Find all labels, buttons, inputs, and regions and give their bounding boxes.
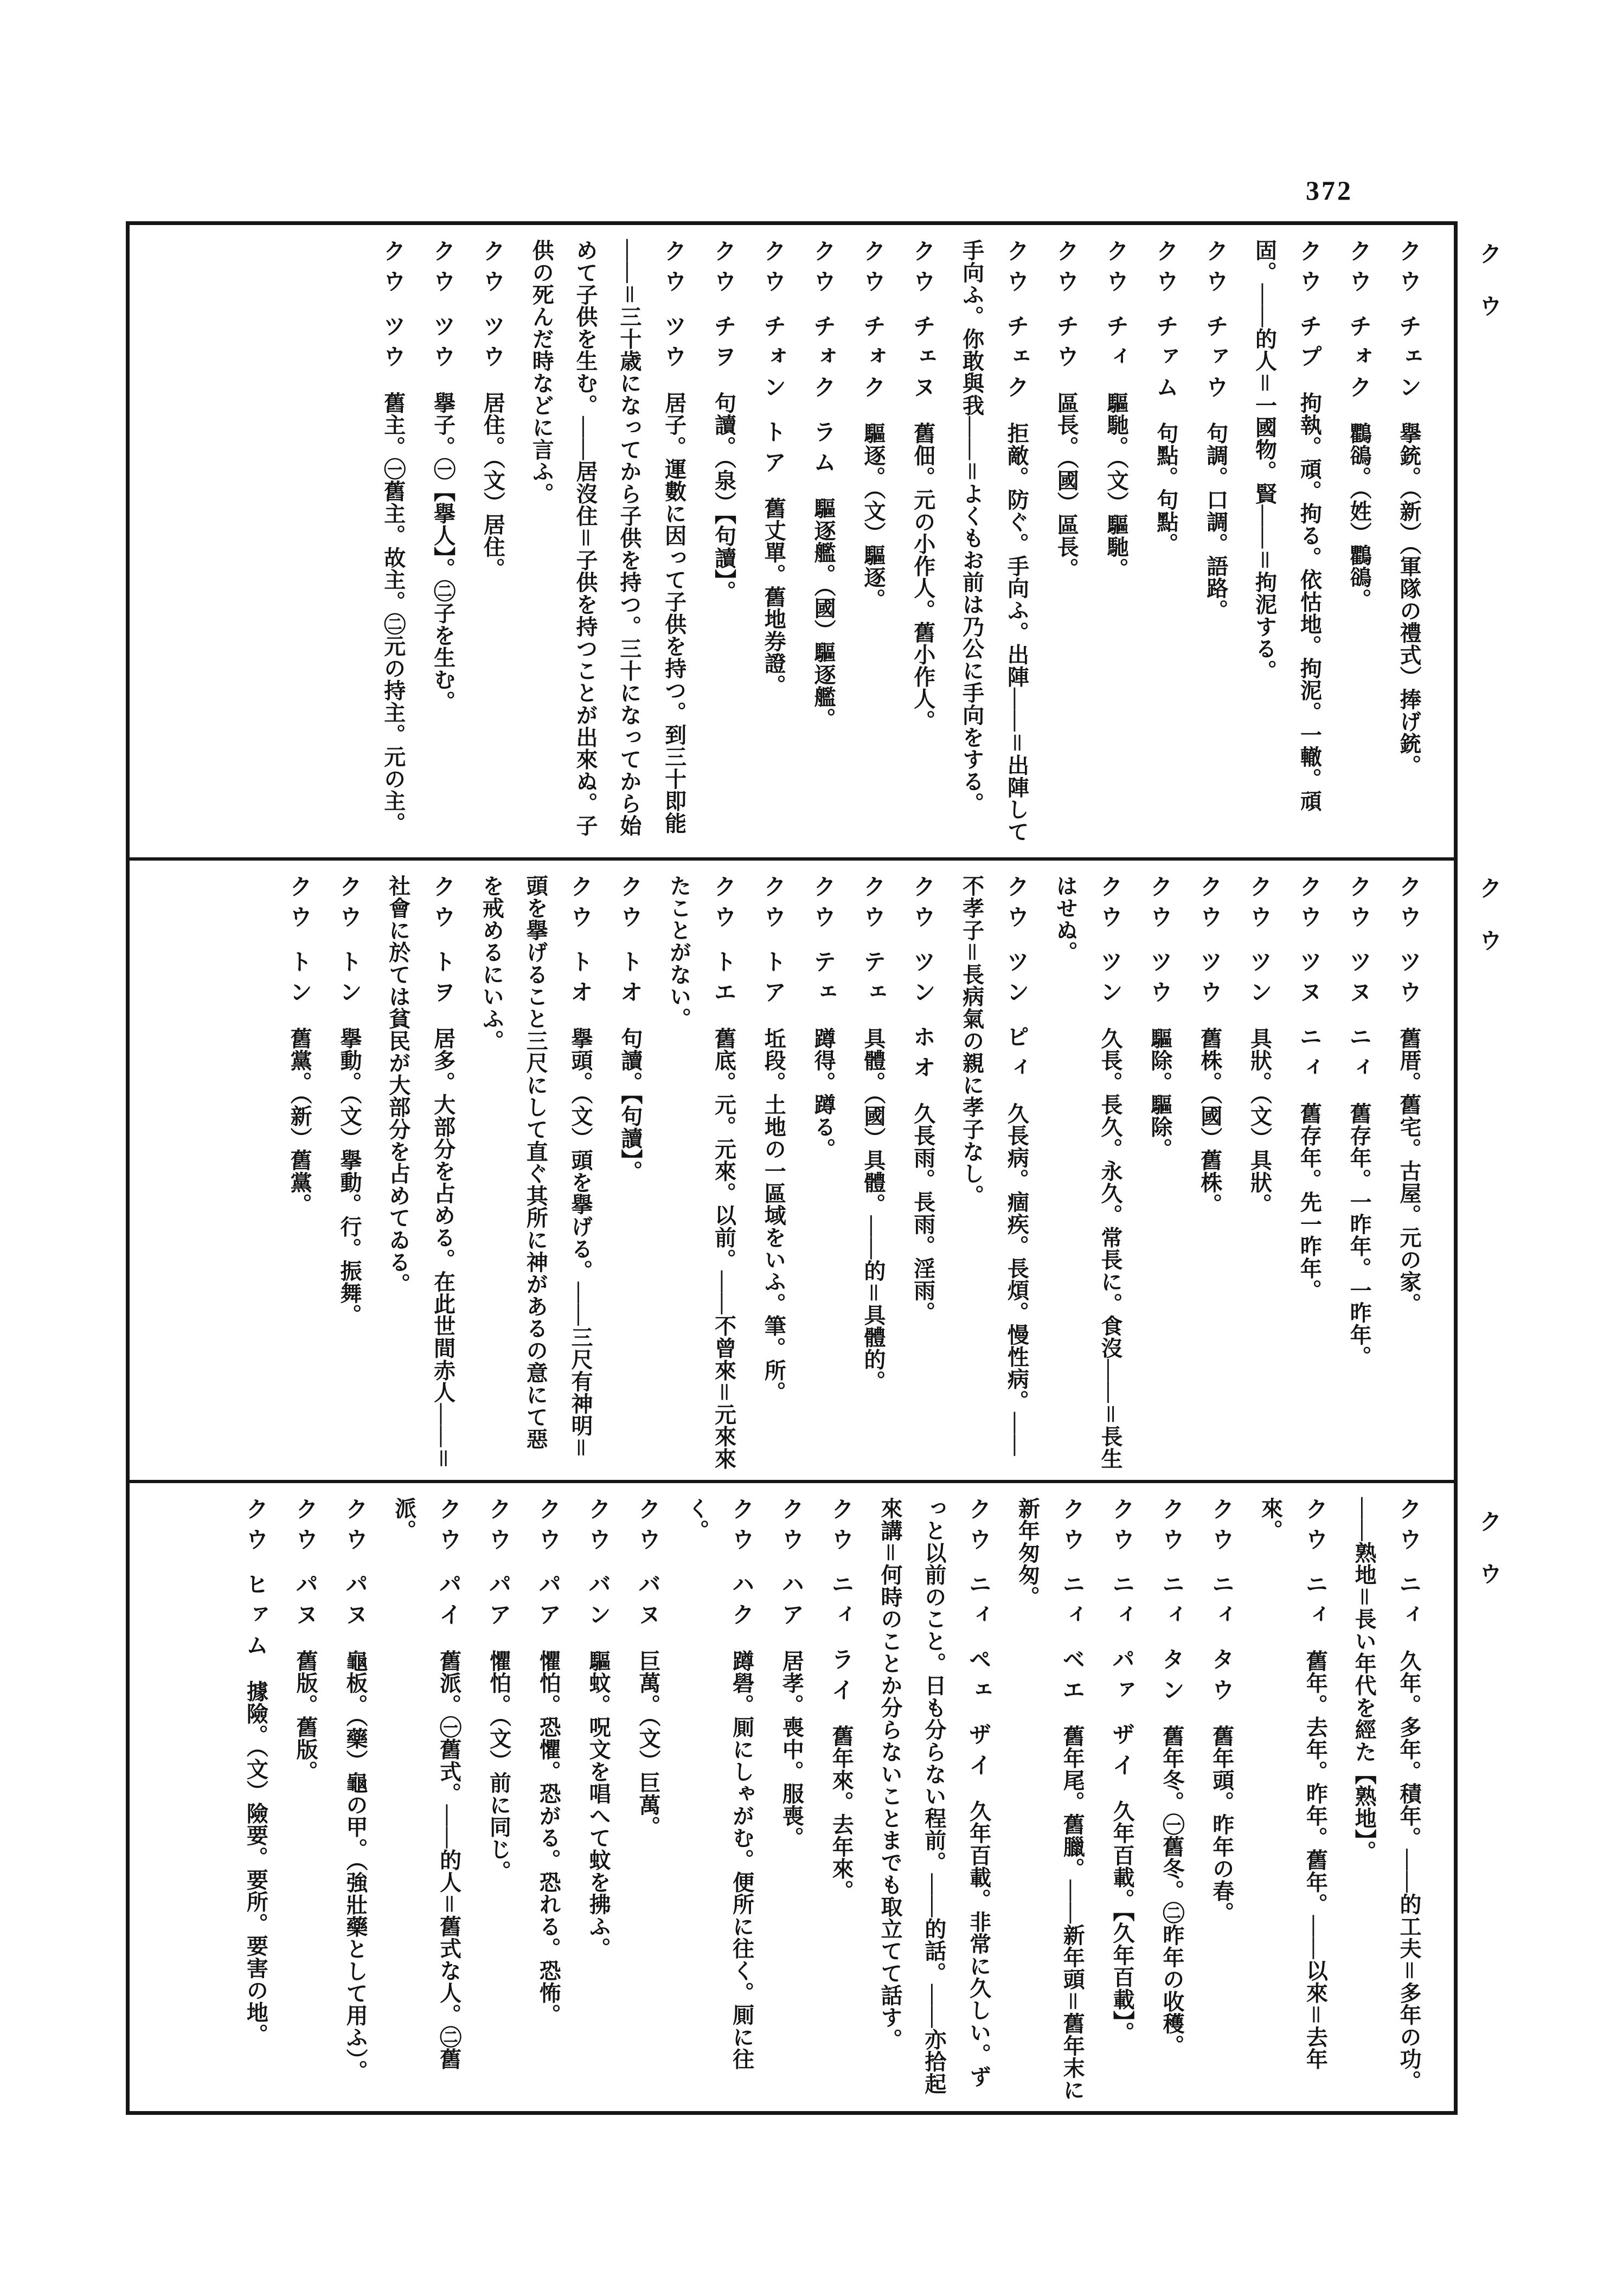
dictionary-entry: [800, 239, 846, 849]
entry-headword: クウ ツン: [1098, 875, 1124, 1011]
entry-headword: クウ ツウ: [1396, 875, 1422, 1011]
entry-definition: 舊佃。元の小作人。舊小作人。: [910, 422, 935, 732]
entry-definition: 舊主。㊀舊主。故主。㊁元の持主。元の主。: [381, 392, 406, 835]
entry-headword: クウ トエ: [711, 875, 737, 1011]
entry-definition: 居子。運數に因って子供を持つ。到三十即能――＝三十歳になってから子供を持つ。三十になってから始めて子供を生む。――居沒住＝子供を持つことが出來ぬ。子供の死んだ時などに言ふ。: [529, 239, 687, 837]
entry-definition: 句調。口調。語路。: [1203, 422, 1228, 621]
dictionary-entry: [470, 875, 603, 1471]
dictionary-entry: [850, 875, 896, 1471]
entry-definition: 久年。多年。積年。――的工夫＝多年の功。――熟地＝長い年代を經た【熟地】。: [1352, 1497, 1421, 2093]
entry-definition: 拘執。頑。拘る。依怙地。拘泥。一轍。頑固。――的人＝一國物。賢――＝拘泥する。: [1252, 239, 1322, 812]
entry-headword: クウ テェ: [860, 875, 886, 1011]
entry-definition: 舊年。去年。昨年。舊年。――以來＝去年來。: [1258, 1497, 1328, 2070]
entry-headword: クウ トン: [287, 875, 313, 1011]
entry-definition: 驅蚊。呪文を唱へて蚊を拂ふ。: [586, 1650, 611, 1960]
entry-headword: クウ ハア: [779, 1497, 805, 1634]
entry-definition: 居孝。喪中。服喪。: [779, 1650, 804, 1849]
entry-definition: 久長。長久。永久。常長に。食沒――＝長生はせぬ。: [1053, 875, 1123, 1470]
dictionary-entry: [750, 875, 796, 1471]
entry-headword: クウ ツウ: [430, 239, 456, 376]
dictionary-entry: [1248, 1497, 1338, 2102]
entry-definition: 舊年尾。舊臘。――新年頭＝舊年末に新年匆匆。: [1015, 1497, 1085, 2101]
dictionary-entry: [1137, 875, 1183, 1471]
entry-headword: クウ テェ: [811, 875, 837, 1011]
dictionary-entry: [1336, 239, 1382, 849]
dictionary-entry: [1236, 875, 1282, 1471]
entry-headword: クウ チォク: [860, 239, 886, 406]
entry-definition: 居多。大部分を占める。在此世間赤人――＝社會に於ては貧民が大部分を占めてゐる。: [386, 875, 456, 1470]
dictionary-entry: [950, 875, 1040, 1471]
entry-definition: 驅逐艦。（國）驅逐艦。: [811, 497, 836, 730]
dictionary-entry: [332, 1497, 378, 2102]
entry-headword: クウ チプ: [1297, 239, 1323, 376]
entry-headword: クウ ニィ ライ: [829, 1497, 855, 1709]
entry-definition: 句點。句點。: [1153, 422, 1178, 555]
dictionary-entry: [900, 875, 946, 1471]
entry-definition: 舊底。元。元來。以前。――不曾來＝元來來たことがない。: [666, 875, 736, 1470]
band: [130, 857, 1454, 1480]
dictionary-entry: [326, 875, 372, 1471]
dictionary-entry: [282, 1497, 328, 2102]
dictionary-entry: [519, 239, 696, 849]
entry-definition: 驅逐。（文）驅逐。: [861, 422, 886, 611]
entry-headword: クウ トン: [336, 875, 362, 1011]
dictionary-entry: [868, 1497, 1001, 2102]
entry-headword: クウ チウ: [1054, 239, 1080, 376]
dictionary-entry: [1093, 239, 1139, 849]
dictionary-entry: [1242, 239, 1332, 849]
dictionary-entry: [376, 875, 466, 1471]
entry-headword: クウ チォク ラム: [811, 239, 837, 481]
entry-headword: クウ ツウ: [1197, 875, 1223, 1011]
entry-headword: クウ ニィ ベエ: [1060, 1497, 1086, 1709]
dictionary-entry: [1385, 239, 1432, 849]
entry-definition: 舊存年。一昨年。一昨年。: [1347, 1102, 1372, 1368]
dictionary-entry: [1342, 1497, 1432, 2102]
page-number: 372: [1306, 175, 1353, 206]
entry-headword: クウ ツン: [1247, 875, 1273, 1011]
dictionary-entry: [900, 239, 946, 849]
entry-definition: 擧頭。（文）頭を擧げる。――三尺有神明＝頭を擧げること三尺にして直ぐ其所に神があるの意にて惡を戒めるにいふ。: [479, 875, 593, 1459]
entry-definition: 龜板。（藥）龜の甲。（強壯藥として用ふ）。: [343, 1650, 368, 2082]
entry-definition: 舊年冬。㊀舊冬。㊁昨年の收穫。: [1159, 1724, 1184, 2057]
entry-definition: 舊版。舊版。: [293, 1650, 318, 1782]
content-frame: [126, 221, 1458, 2115]
entry-definition: 巨萬。（文）巨萬。: [636, 1650, 660, 1838]
entry-headword: クウ ニィ パァ ザイ: [1109, 1497, 1136, 1784]
entry-headword: クウ ツウ: [1147, 875, 1173, 1011]
entry-definition: 驅除。驅除。: [1147, 1027, 1172, 1160]
dictionary-entry: [276, 875, 322, 1471]
entry-headword: クウ チェヌ: [910, 239, 936, 406]
entry-headword: クウ ツン ピィ: [1004, 875, 1030, 1086]
dictionary-entry: [1099, 1497, 1145, 2102]
entry-definition: 舊年頭。昨年の春。: [1209, 1724, 1234, 1924]
dictionary-entry: [1286, 875, 1332, 1471]
margin-guide-label: クウ: [1477, 1510, 1502, 1615]
entry-headword: クウ パア: [536, 1497, 562, 1634]
entry-definition: 擧動。（文）擧動。行。振舞。: [337, 1027, 362, 1326]
entry-definition: 句讀。（泉）【句讀】。: [711, 392, 736, 602]
dictionary-entry: [1192, 239, 1239, 849]
dictionary-entry: [370, 239, 416, 849]
entry-headword: クウ トヲ: [430, 875, 456, 1011]
dictionary-entry: [657, 875, 747, 1471]
entry-headword: クウ チェク: [1004, 239, 1030, 406]
entry-definition: 舊株。（國）舊株。: [1197, 1027, 1222, 1216]
dictionary-entry: [818, 1497, 864, 2102]
entry-definition: 懼怕。恐懼。恐がる。恐れる。恐怖。: [536, 1650, 561, 2026]
dictionary-entry: [470, 239, 516, 849]
entry-definition: 具體。（國）具體。――的＝具體的。: [861, 1027, 886, 1393]
entry-headword: クウ ツウ: [480, 239, 506, 376]
dictionary-entry: [233, 1497, 279, 2102]
entry-headword: クウ トア: [761, 875, 787, 1011]
entry-headword: クウ ツヌ ニィ: [1346, 875, 1372, 1086]
entry-definition: 舊派。㊀舊式。――的人＝舊式な人。㊁舊派。: [392, 1497, 461, 2070]
entry-headword: クウ チィ: [1104, 239, 1130, 376]
entry-definition: 區長。（國）區長。: [1054, 392, 1079, 580]
entry-definition: 久年百載。【久年百載】。: [1110, 1800, 1135, 2044]
dictionary-entry: [607, 875, 653, 1471]
entry-headword: クウ パヌ: [293, 1497, 319, 1634]
entry-headword: クウ トオ: [568, 875, 594, 1011]
dictionary-entry: [1336, 875, 1382, 1471]
entry-headword: クウ パヌ: [343, 1497, 368, 1634]
entry-definition: 坵段。土地の一區域をいふ。筆。所。: [761, 1027, 786, 1403]
entry-headword: クウ ニィ: [1303, 1497, 1329, 1634]
entry-headword: クウ ヒァム: [243, 1497, 269, 1664]
entry-definition: 句讀。【句讀】。: [618, 1027, 643, 1183]
band: [130, 1480, 1454, 2111]
entry-definition: 舊黨。（新）舊黨。: [287, 1027, 312, 1216]
entry-headword: クウ トオ: [617, 875, 643, 1011]
entry-definition: 擧子。㊀【擧人】。㊁子を生む。: [431, 392, 456, 713]
entry-headword: クウ チェン: [1396, 239, 1422, 406]
entry-headword: クウ パア: [486, 1497, 512, 1634]
dictionary-entry: [1186, 875, 1233, 1471]
entry-definition: 據險。（文）險要。要所。要害の地。: [243, 1680, 268, 2045]
dictionary-entry: [382, 1497, 472, 2102]
entry-headword: クウ ツン ホオ: [910, 875, 936, 1086]
dictionary-entry: [768, 1497, 814, 2102]
dictionary-entry: [1005, 1497, 1095, 2102]
entry-headword: クウ ニィ タウ: [1209, 1497, 1235, 1709]
entry-definition: 懼怕。（文）前に同じ。: [486, 1650, 511, 1882]
entry-headword: クウ バヌ: [635, 1497, 661, 1634]
entry-definition: 久長雨。長雨。淫雨。: [910, 1102, 935, 1324]
dictionary-entry: [575, 1497, 621, 2102]
entry-headword: クウ ニィ タン: [1159, 1497, 1185, 1709]
entry-definition: 久年百載。非常に久しい。ずっと以前のこと。日も分らない程前。――的話。――亦拾起來講＝何時のことか分らないことまでも取立てて話す。: [878, 1497, 991, 2095]
entry-headword: クウ チォン トア: [761, 239, 787, 481]
dictionary-entry: [850, 239, 896, 849]
dictionary-entry: [1385, 875, 1432, 1471]
dictionary-entry: [1043, 239, 1089, 849]
entry-definition: 舊丈單。舊地券證。: [761, 497, 786, 697]
dictionary-entry: [420, 239, 466, 849]
dictionary-entry: [1043, 875, 1133, 1471]
dictionary-entry: [1149, 1497, 1195, 2102]
margin-guide-label: クウ: [1477, 876, 1502, 982]
band: [130, 225, 1454, 857]
dictionary-entry: [525, 1497, 571, 2102]
entry-headword: クウ ニィ: [1396, 1497, 1422, 1634]
dictionary-entry: [675, 1497, 765, 2102]
dictionary-entry: [950, 239, 1040, 849]
entry-definition: 蹲得。蹲る。: [811, 1027, 836, 1160]
margin-guide-label: クウ: [1477, 242, 1502, 347]
entry-definition: 鸜鵒。（姓）鸜鵒。: [1347, 422, 1372, 611]
entry-headword: クウ チァム: [1153, 239, 1179, 406]
dictionary-entry: [750, 239, 796, 849]
entry-definition: 舊厝。舊宅。古屋。元の家。: [1397, 1027, 1421, 1315]
entry-definition: 蹲礐。厠にしゃがむ。便所に往く。厠に往く。: [684, 1497, 754, 2070]
entry-definition: 具狀。（文）具狀。: [1247, 1027, 1272, 1216]
dictionary-entry: [800, 875, 846, 1471]
entry-headword: クウ ツウ: [380, 239, 406, 376]
entry-definition: 居住。（文）居住。: [480, 392, 505, 580]
entry-definition: 久長病。痼疾。長煩。慢性病。――不孝子＝長病氣の親に孝子なし。: [959, 875, 1029, 1457]
entry-headword: クウ ツヌ ニィ: [1297, 875, 1323, 1086]
entry-headword: クウ チォク: [1346, 239, 1372, 406]
dictionary-entry: [701, 239, 747, 849]
entry-definition: 舊存年。先一昨年。: [1297, 1102, 1322, 1301]
dictionary-entry: [625, 1497, 671, 2102]
dictionary-entry: [476, 1497, 522, 2102]
entry-definition: 驅馳。（文）驅馳。: [1104, 392, 1129, 580]
entry-definition: 擧銃。（新）（軍隊の禮式）捧げ銃。: [1397, 422, 1421, 777]
entry-definition: 拒敵。防ぐ。手向ふ。出陣――＝出陣して手向ふ。你敢與我――＝よくもお前は乃公に手向をする。: [959, 239, 1029, 843]
entry-headword: クウ チヲ: [711, 239, 737, 376]
entry-headword: クウ ニィ ペェ ザイ: [966, 1497, 992, 1784]
entry-headword: クウ バン: [586, 1497, 612, 1634]
entry-headword: クウ チァウ: [1203, 239, 1229, 406]
dictionary-entry: [1143, 239, 1189, 849]
entry-definition: 舊年來。去年來。: [829, 1724, 854, 1902]
dictionary-entry: [1198, 1497, 1244, 2102]
entry-headword: クウ ツウ: [661, 239, 687, 376]
entry-headword: クウ パイ: [436, 1497, 462, 1634]
entry-headword: クウ ハク: [729, 1497, 755, 1634]
